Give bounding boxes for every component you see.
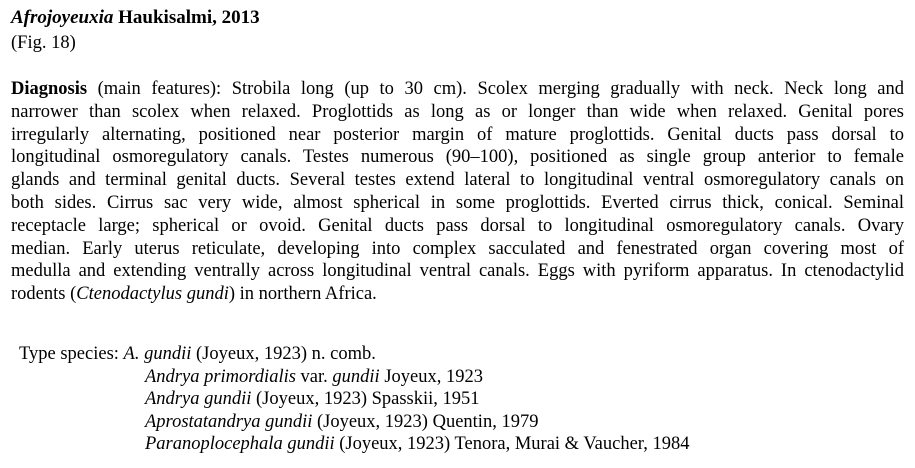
diagnosis-line: median. Early uterus reticulate, developing into complex sacculated and fenestrated organ covering most of: [11, 238, 904, 259]
type-species-line: Type species: A. gundii (Joyeux, 1923) n. comb.: [19, 344, 376, 364]
type-species-block: [19, 343, 689, 456]
figure-reference: (Fig. 18): [11, 33, 76, 53]
genus-authority: Haukisalmi, 2013: [113, 7, 260, 28]
synonym-line: Andrya primordialis var. gundii Joyeux, 1923: [145, 366, 483, 387]
type-species-label: Type species:: [19, 344, 124, 364]
diagnosis-line: glands and terminal genital ducts. Several testes extend lateral to longitudinal ventral osmoregulatory canals on: [11, 170, 904, 191]
diagnosis-line: receptacle large; spherical or ovoid. Genital ducts pass dorsal to longitudinal osmoregulatory canals. Ovary: [11, 215, 904, 236]
diagnosis-paragraph: [11, 78, 904, 306]
diagnosis-line: longitudinal osmoregulatory canals. Testes numerous (90–100), positioned as single group anterior to female: [11, 147, 904, 168]
synonym-line: Paranoplocephala gundii (Joyeux, 1923) Tenora, Murai & Vaucher, 1984: [145, 434, 690, 455]
diagnosis-line: narrower than scolex when relaxed. Proglottids as long as or longer than wide when relaxed. Genital pores: [11, 101, 904, 122]
genus-heading: [11, 6, 260, 29]
diagnosis-line: rodents (Ctenodactylus gundi) in northern Africa.: [11, 284, 377, 305]
diagnosis-line: both sides. Cirrus sac very wide, almost spherical in some proglottids. Everted cirrus thick, conical. Seminal: [11, 192, 904, 213]
host-species: Ctenodactylus gundi: [76, 284, 229, 305]
diagnosis-line: Diagnosis (main features): Strobila long (up to 30 cm). Scolex merging gradually with neck. Neck long and: [11, 79, 904, 99]
diagnosis-line: irregularly alternating, positioned near posterior margin of mature proglottids. Genital ducts pass dorsal to: [11, 124, 904, 145]
synonym-line: Aprostatandrya gundii (Joyeux, 1923) Quentin, 1979: [145, 411, 539, 432]
genus-name: Afrojoyeuxia: [11, 7, 114, 28]
synonym-line: Andrya gundii (Joyeux, 1923) Spasskii, 1951: [145, 389, 480, 410]
diagnosis-label: Diagnosis: [11, 79, 88, 99]
diagnosis-line: medulla and extending ventrally across longitudinal ventral canals. Eggs with pyriform apparatus. In ctenodactylid: [11, 261, 904, 282]
